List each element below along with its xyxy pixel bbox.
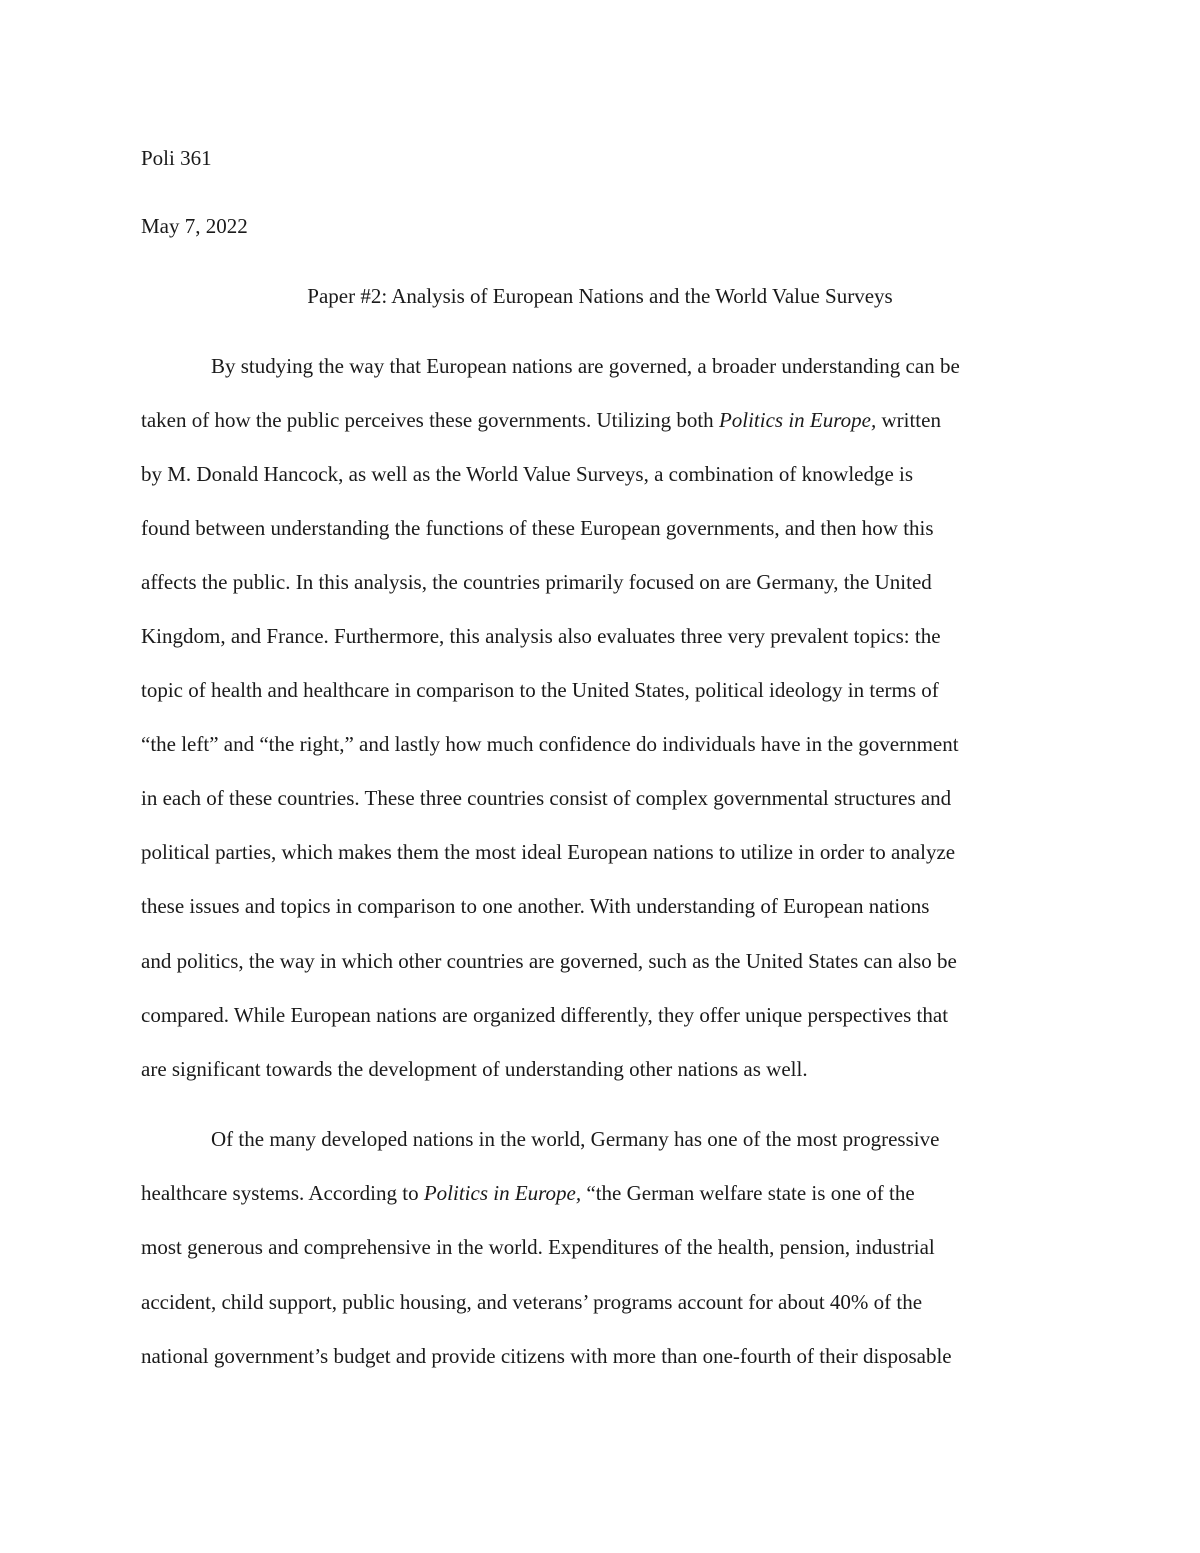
book-title-italic: Politics in Europe, [423,1181,582,1205]
line-text: “the German welfare state is one of the [586,1181,915,1205]
paragraph-line: topic of health and healthcare in comparison to the United States, political ideology in terms of [141,678,939,702]
paragraph-line: Of the many developed nations in the world, Germany has one of the most progressive [211,1127,940,1151]
paragraph-line [141,407,941,433]
paragraph-line: in each of these countries. These three countries consist of complex governmental structures and [141,786,952,810]
paragraph-line [141,1180,915,1206]
line-text: written [881,408,941,432]
book-title-italic: Politics in Europe, [718,408,877,432]
paragraph-line: these issues and topics in comparison to one another. With understanding of European nations [141,894,930,918]
paragraph-line: by M. Donald Hancock, as well as the World Value Surveys, a combination of knowledge is [141,462,914,486]
paper-title: Paper #2: Analysis of European Nations and the World Value Surveys [307,284,893,308]
date-label: May 7, 2022 [141,214,248,238]
paragraph-line: compared. While European nations are organized differently, they offer unique perspectives that [141,1003,949,1027]
paragraph-line: found between understanding the functions of these European governments, and then how this [141,516,934,540]
paragraph-line: national government’s budget and provide citizens with more than one-fourth of their disposable [141,1344,952,1368]
line-text: taken of how the public perceives these governments. Utilizing both [141,408,714,432]
paragraph-line: and politics, the way in which other countries are governed, such as the United States can also be [141,949,957,973]
paragraph-line: political parties, which makes them the most ideal European nations to utilize in order to analyze [141,840,956,864]
paragraph-line: accident, child support, public housing, and veterans’ programs account for about 40% of the [141,1290,923,1314]
paragraph-line: Kingdom, and France. Furthermore, this analysis also evaluates three very prevalent topics: the [141,624,941,648]
paragraph-line: most generous and comprehensive in the world. Expenditures of the health, pension, industrial [141,1235,935,1259]
paragraph-line: By studying the way that European nations are governed, a broader understanding can be [211,354,960,378]
course-label: Poli 361 [141,146,212,170]
line-text: healthcare systems. According to [141,1181,419,1205]
paragraph-line: “the left” and “the right,” and lastly how much confidence do individuals have in the government [141,732,959,756]
paragraph-line: affects the public. In this analysis, the countries primarily focused on are Germany, the United [141,570,932,594]
paragraph-line: are significant towards the development of understanding other nations as well. [141,1057,808,1081]
